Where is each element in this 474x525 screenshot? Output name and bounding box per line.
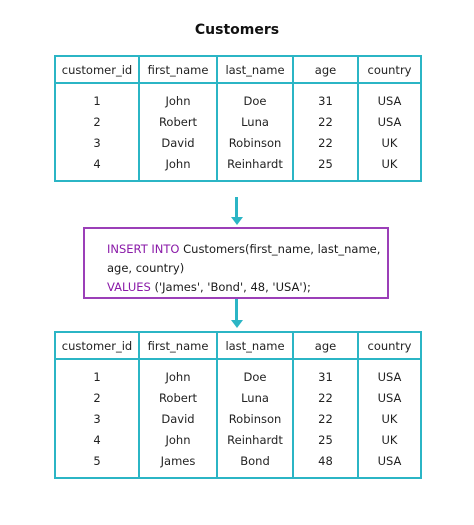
table-cell: David <box>139 132 217 153</box>
column-header: country <box>358 56 421 83</box>
table-cell: 25 <box>293 153 358 181</box>
table-cell: 1 <box>55 359 139 387</box>
arrow-line-top <box>235 197 238 218</box>
table-cell: Luna <box>217 387 293 408</box>
query-line-2 <box>107 259 387 278</box>
table-cell: 31 <box>293 359 358 387</box>
table-cell: Luna <box>217 111 293 132</box>
customers-table-before <box>54 55 422 182</box>
arrow-down-icon <box>231 320 243 328</box>
table-row <box>55 359 421 387</box>
column-header: customer_id <box>55 332 139 359</box>
table-cell: UK <box>358 153 421 181</box>
table-row <box>55 387 421 408</box>
column-header: last_name <box>217 56 293 83</box>
table-cell: 5 <box>55 450 139 478</box>
table-cell: 25 <box>293 429 358 450</box>
table-cell: Robinson <box>217 408 293 429</box>
table-cell: UK <box>358 132 421 153</box>
customers-table-after <box>54 331 422 479</box>
table-cell: 31 <box>293 83 358 111</box>
table-cell: 2 <box>55 387 139 408</box>
table-cell: Bond <box>217 450 293 478</box>
sql-text: Customers(first_name, last_name, <box>179 242 381 256</box>
table-cell: Robert <box>139 111 217 132</box>
sql-text: age, country) <box>107 261 185 275</box>
table-cell: 3 <box>55 408 139 429</box>
table-title: Customers <box>194 22 280 38</box>
column-header: first_name <box>139 332 217 359</box>
sql-keyword: VALUES <box>107 280 151 294</box>
column-header: customer_id <box>55 56 139 83</box>
arrow-line-bottom <box>235 299 238 321</box>
table-cell: 22 <box>293 132 358 153</box>
column-header: country <box>358 332 421 359</box>
table-cell: USA <box>358 83 421 111</box>
table-cell: USA <box>358 359 421 387</box>
table-cell: UK <box>358 429 421 450</box>
table-row <box>55 450 421 478</box>
table-cell: Reinhardt <box>217 153 293 181</box>
table-cell: 1 <box>55 83 139 111</box>
sql-keyword: INSERT INTO <box>107 242 180 256</box>
header-row <box>55 332 421 359</box>
table-cell: 4 <box>55 429 139 450</box>
header-row <box>55 56 421 83</box>
table-cell: 22 <box>293 111 358 132</box>
table-cell: Robinson <box>217 132 293 153</box>
table-row <box>55 429 421 450</box>
table-row <box>55 132 421 153</box>
arrow-down-icon <box>231 217 243 225</box>
column-header: last_name <box>217 332 293 359</box>
table-cell: USA <box>358 111 421 132</box>
table-cell: 3 <box>55 132 139 153</box>
table-cell: 48 <box>293 450 358 478</box>
table-cell: USA <box>358 450 421 478</box>
table-cell: 2 <box>55 111 139 132</box>
table-row <box>55 111 421 132</box>
table-cell: Doe <box>217 359 293 387</box>
query-line-1 <box>107 240 387 259</box>
table-cell: Doe <box>217 83 293 111</box>
table-row <box>55 408 421 429</box>
column-header: age <box>293 332 358 359</box>
table-cell: John <box>139 83 217 111</box>
table-row <box>55 83 421 111</box>
table-cell: 22 <box>293 408 358 429</box>
table-cell: Robert <box>139 387 217 408</box>
table-cell: 4 <box>55 153 139 181</box>
sql-text: ('James', 'Bond', 48, 'USA'); <box>150 280 311 294</box>
table-cell: 22 <box>293 387 358 408</box>
column-header: first_name <box>139 56 217 83</box>
sql-query-box <box>83 227 389 299</box>
table-row <box>55 153 421 181</box>
table-cell: John <box>139 429 217 450</box>
table-cell: UK <box>358 408 421 429</box>
table-cell: John <box>139 359 217 387</box>
table-cell: USA <box>358 387 421 408</box>
query-line-3 <box>107 278 387 297</box>
table-cell: David <box>139 408 217 429</box>
table-cell: Reinhardt <box>217 429 293 450</box>
column-header: age <box>293 56 358 83</box>
table-cell: John <box>139 153 217 181</box>
table-cell: James <box>139 450 217 478</box>
